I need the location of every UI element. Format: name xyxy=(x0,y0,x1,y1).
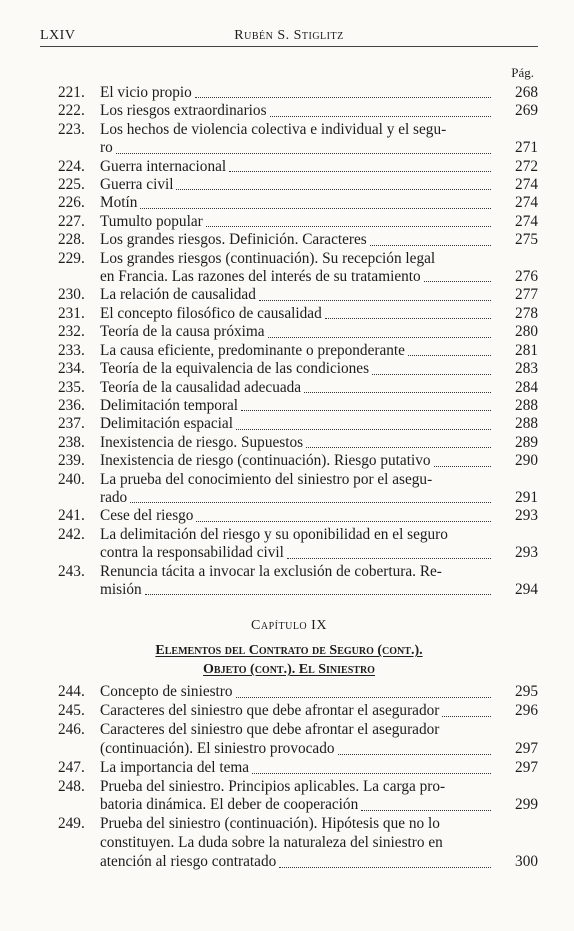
dot-leader xyxy=(370,245,491,246)
dot-leader xyxy=(229,171,491,172)
entry-number: 223. xyxy=(58,120,85,138)
entry-number: 243. xyxy=(58,562,85,580)
entry-page-number: 269 xyxy=(515,102,538,120)
entry-title-line: Teoría de la causa próxima xyxy=(100,323,265,341)
entry-page-number: 275 xyxy=(515,231,538,249)
entry-title-line: Teoría de la equivalencia de las condiciones xyxy=(100,360,370,378)
entry-title-line: La importancia del tema xyxy=(100,758,250,776)
dot-leader xyxy=(270,116,491,117)
dot-leader xyxy=(236,429,491,430)
entry-title-line: rado xyxy=(100,488,128,506)
dot-leader xyxy=(424,281,491,282)
toc-entry xyxy=(58,121,538,158)
entry-title-line: La causa eficiente, predominante o preponderante xyxy=(100,341,405,359)
toc-entry xyxy=(58,176,538,194)
dot-leader xyxy=(361,810,491,811)
chapter-title-line-2: Objeto (cont.). El Siniestro xyxy=(203,662,375,677)
toc-entry xyxy=(58,213,538,231)
dot-leader xyxy=(145,594,491,595)
toc-entry xyxy=(58,84,538,102)
entry-page-number: 296 xyxy=(515,701,538,719)
entry-title-line: Caracteres del siniestro que debe afrontar el asegurador xyxy=(100,720,440,738)
toc-entry xyxy=(58,415,538,433)
entry-page-number: 288 xyxy=(515,415,538,433)
entry-page-number: 271 xyxy=(515,139,538,157)
entry-page-number: 281 xyxy=(515,341,538,359)
entry-page-number: 278 xyxy=(515,304,538,322)
entry-title-line: Renuncia tácita a invocar la exclusión de cobertura. Re- xyxy=(100,562,442,580)
dot-leader xyxy=(116,153,491,154)
entry-number: 240. xyxy=(58,470,85,488)
toc-entry xyxy=(58,102,538,120)
entry-title-line: contra la responsabilidad civil xyxy=(100,544,284,562)
toc-entry xyxy=(58,721,538,759)
entry-number: 239. xyxy=(58,452,85,470)
entry-page-number: 299 xyxy=(515,796,538,814)
page-column-label: Pág. xyxy=(511,65,534,80)
entry-title-line: La prueba del conocimiento del siniestro por el asegu- xyxy=(100,470,433,488)
entry-title-line: constituyen. La duda sobre la naturaleza del siniestro en xyxy=(100,834,443,852)
entry-title-line: La delimitación del riesgo y su oponibilidad en el seguro xyxy=(100,525,448,543)
entry-number: 231. xyxy=(58,304,85,322)
dot-leader xyxy=(325,318,491,319)
entry-number: 236. xyxy=(58,396,85,414)
dot-leader xyxy=(279,867,491,868)
dot-leader xyxy=(372,374,491,375)
dot-leader xyxy=(140,208,491,209)
entry-page-number: 294 xyxy=(515,580,538,598)
header-rule xyxy=(40,46,538,47)
entry-title-line: (continuación). El siniestro provocado xyxy=(100,739,335,757)
entry-title-line: Guerra civil xyxy=(100,176,174,194)
entry-title-line: atención al riesgo contratado xyxy=(100,853,277,871)
toc-entry xyxy=(58,250,538,287)
toc-entry xyxy=(58,286,538,304)
entry-page-number: 284 xyxy=(515,378,538,396)
entry-title-line: Prueba del siniestro (continuación). Hipótesis que no lo xyxy=(100,815,440,833)
entry-page-number: 274 xyxy=(515,194,538,212)
dot-leader xyxy=(130,502,491,503)
chapter-title-line-1: Elementos del Contrato de Seguro (cont.). xyxy=(155,643,423,658)
entry-number: 248. xyxy=(58,777,85,795)
entry-page-number: 300 xyxy=(515,853,538,871)
dot-leader xyxy=(206,226,491,227)
toc-entry xyxy=(58,158,538,176)
entry-number: 247. xyxy=(58,758,85,776)
toc-entry xyxy=(58,434,538,452)
entry-title-line: misión xyxy=(100,580,142,598)
entry-page-number: 291 xyxy=(515,488,538,506)
toc-entry xyxy=(58,194,538,212)
entry-page-number: 274 xyxy=(515,212,538,230)
entry-page-number: 293 xyxy=(515,507,538,525)
dot-leader xyxy=(442,716,491,717)
dot-leader xyxy=(195,97,491,98)
toc-entry xyxy=(58,702,538,721)
entry-number: 233. xyxy=(58,341,85,359)
toc-entry xyxy=(58,683,538,702)
toc-entry xyxy=(58,397,538,415)
entry-title-line: Los grandes riesgos. Definición. Caracteres xyxy=(100,231,367,249)
entry-title-line: Delimitación espacial xyxy=(100,415,233,433)
entry-number: 224. xyxy=(58,157,85,175)
entry-title-line: La relación de causalidad xyxy=(100,286,256,304)
entry-number: 225. xyxy=(58,176,85,194)
dot-leader xyxy=(408,355,491,356)
entry-title-line: Inexistencia de riesgo. Supuestos xyxy=(100,433,304,451)
toc-entry xyxy=(58,507,538,525)
entry-number: 230. xyxy=(58,286,85,304)
entry-page-number: 283 xyxy=(515,360,538,378)
entry-title-line: batoria dinámica. El deber de cooperación xyxy=(100,796,359,814)
entry-number: 234. xyxy=(58,360,85,378)
entry-number: 246. xyxy=(58,720,85,738)
entry-number: 238. xyxy=(58,433,85,451)
entry-number: 237. xyxy=(58,415,85,433)
dot-leader xyxy=(252,773,491,774)
chapter-heading xyxy=(40,618,538,679)
toc-entry xyxy=(58,815,538,872)
entry-title-line: Delimitación temporal xyxy=(100,396,239,414)
entry-page-number: 297 xyxy=(515,758,538,776)
toc-entry xyxy=(58,231,538,249)
entry-page-number: 277 xyxy=(515,286,538,304)
toc-entry xyxy=(58,563,538,600)
entry-number: 249. xyxy=(58,815,85,833)
dot-leader xyxy=(304,392,491,393)
entry-title-line: Los hechos de violencia colectiva e individual y el segu- xyxy=(100,120,447,138)
entry-title-line: El concepto filosófico de causalidad xyxy=(100,304,322,322)
toc-entry xyxy=(58,778,538,816)
dot-leader xyxy=(176,189,491,190)
entry-title-line: Prueba del siniestro. Principios aplicables. La carga pro- xyxy=(100,777,446,795)
entry-page-number: 290 xyxy=(515,452,538,470)
toc-entry xyxy=(58,379,538,397)
dot-leader xyxy=(306,447,491,448)
entry-page-number: 274 xyxy=(515,176,538,194)
page-folio: LXIV xyxy=(40,28,76,43)
running-head-author: Rubén S. Stiglitz xyxy=(234,28,344,43)
toc-entry xyxy=(58,360,538,378)
entry-page-number: 272 xyxy=(515,157,538,175)
dot-leader xyxy=(259,300,491,301)
toc-section-1 xyxy=(58,84,538,599)
toc-entry xyxy=(58,323,538,341)
dot-leader xyxy=(268,337,491,338)
entry-number: 232. xyxy=(58,323,85,341)
entry-number: 241. xyxy=(58,507,85,525)
entry-title-line: en Francia. Las razones del interés de su tratamiento xyxy=(100,268,421,286)
entry-number: 245. xyxy=(58,701,85,719)
dot-leader xyxy=(434,466,492,467)
dot-leader xyxy=(241,410,491,411)
entry-number: 228. xyxy=(58,231,85,249)
dot-leader xyxy=(338,754,492,755)
entry-title-line: Cese del riesgo xyxy=(100,507,194,525)
entry-title-line: Caracteres del siniestro que debe afrontar el asegurador xyxy=(100,701,440,719)
toc-entry xyxy=(58,342,538,360)
entry-number: 235. xyxy=(58,378,85,396)
toc-entry xyxy=(58,305,538,323)
chapter-label: Capítulo IX xyxy=(251,618,327,633)
toc-entry xyxy=(58,471,538,508)
entry-number: 222. xyxy=(58,102,85,120)
entry-page-number: 293 xyxy=(515,544,538,562)
toc-entry xyxy=(58,452,538,470)
entry-number: 226. xyxy=(58,194,85,212)
entry-page-number: 276 xyxy=(515,268,538,286)
entry-page-number: 268 xyxy=(515,84,538,101)
entry-title-line: Guerra internacional xyxy=(100,157,227,175)
entry-page-number: 280 xyxy=(515,323,538,341)
entry-title-line: Los grandes riesgos (continuación). Su recepción legal xyxy=(100,249,436,267)
entry-title-line: Tumulto popular xyxy=(100,212,203,230)
toc-entry xyxy=(58,759,538,778)
entry-number: 221. xyxy=(58,84,85,101)
entry-title-line: ro xyxy=(100,139,113,157)
entry-page-number: 288 xyxy=(515,396,538,414)
dot-leader xyxy=(236,697,491,698)
entry-title-line: Motín xyxy=(100,194,138,212)
dot-leader xyxy=(287,558,491,559)
toc-entry xyxy=(58,526,538,563)
entry-title-line: Teoría de la causalidad adecuada xyxy=(100,378,302,396)
entry-page-number: 289 xyxy=(515,433,538,451)
entry-number: 242. xyxy=(58,525,85,543)
entry-page-number: 297 xyxy=(515,739,538,757)
entry-number: 244. xyxy=(58,683,85,700)
entry-number: 227. xyxy=(58,212,85,230)
entry-title-line: Inexistencia de riesgo (continuación). Riesgo putativo xyxy=(100,452,431,470)
entry-page-number: 295 xyxy=(515,683,538,700)
dot-leader xyxy=(196,521,491,522)
toc-section-2 xyxy=(58,683,538,872)
entry-title-line: Concepto de siniestro xyxy=(100,683,233,700)
entry-title-line: Los riesgos extraordinarios xyxy=(100,102,267,120)
entry-title-line: El vicio propio xyxy=(100,84,192,101)
entry-number: 229. xyxy=(58,249,85,267)
